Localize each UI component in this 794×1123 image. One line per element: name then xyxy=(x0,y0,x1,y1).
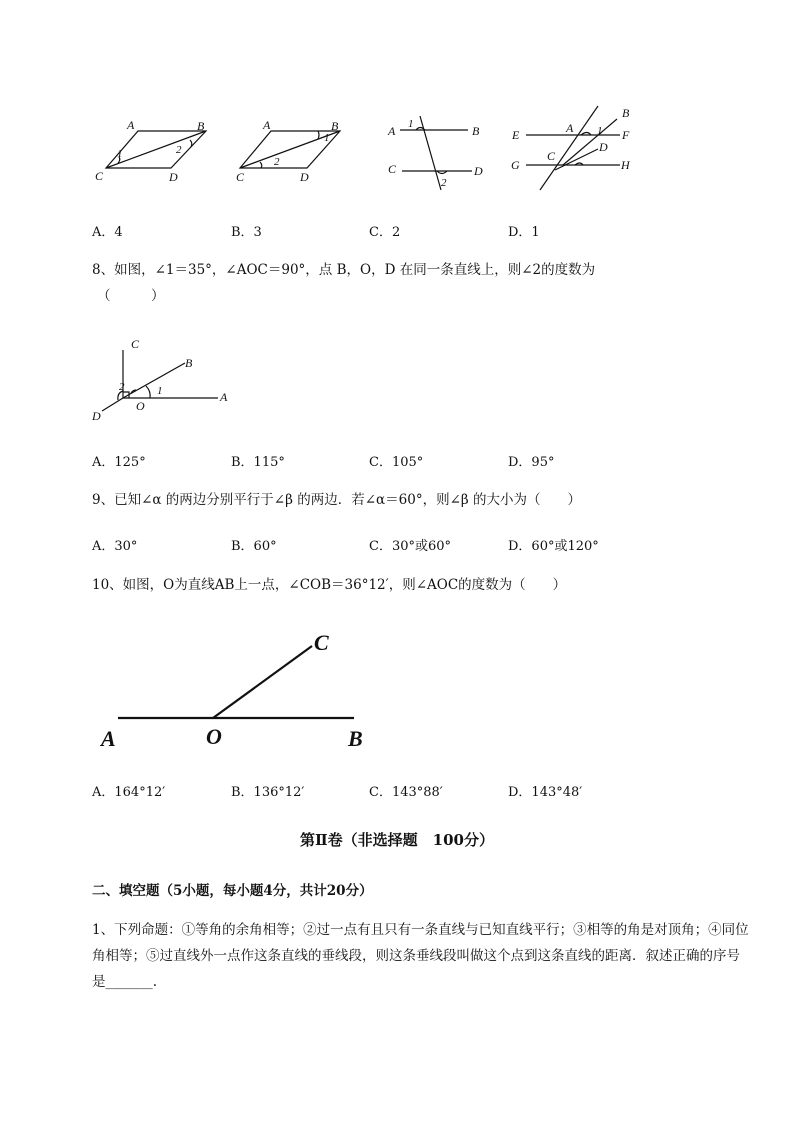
fig7d-label-C: C xyxy=(547,149,556,163)
fig7c-label-2: 2 xyxy=(441,177,447,189)
fig7a-label-2: 2 xyxy=(176,144,182,156)
fig7d-label-B: B xyxy=(622,106,630,120)
fig7b-label-D: D xyxy=(300,170,309,184)
q9-option-d: D．60°或120° xyxy=(508,539,599,554)
q8-fig-label-O: O xyxy=(136,399,145,413)
fig7a-label-C: C xyxy=(95,169,104,183)
q10-question-text: 10、如图，O为直线AB上一点，∠COB＝36°12′，则∠AOC的度数为（ ） xyxy=(92,577,567,593)
q8-option-b: B．115° xyxy=(231,455,285,470)
fill-blank-q1-text: 1、下列命题：①等角的余角相等；②过一点有且只有一条直线与已知直线平行；③相等的角是对顶角；④同位角相等；⑤过直线外一点作这条直线的垂线段，则这条垂线段叫做这个点到这条直线的距离．叙述正确的序号是_______. xyxy=(92,922,749,990)
fig7a-label-B: B xyxy=(197,119,205,133)
fig7d-label-1: 1 xyxy=(597,125,603,137)
q8-fig-label-1: 1 xyxy=(157,385,163,397)
q7-option-b: B．3 xyxy=(231,225,262,240)
part2-title: 第Ⅱ卷（非选择题 100分） xyxy=(300,831,494,849)
q10-option-c: C．143°88′ xyxy=(369,785,443,800)
fig7c-label-A: A xyxy=(388,124,396,138)
fig7b-label-1: 1 xyxy=(324,132,330,144)
q9-option-b: B．60° xyxy=(231,539,277,554)
q8-fig-label-C: C xyxy=(131,337,140,351)
q8-fig-label-2: 2 xyxy=(119,381,125,393)
q10-option-b: B．136°12′ xyxy=(231,785,305,800)
q10-fig-label-A: A xyxy=(101,726,116,751)
fig7a-label-D: D xyxy=(169,170,178,184)
fig7c-label-1: 1 xyxy=(408,118,414,130)
q8-answer-paren: （ ） xyxy=(97,288,165,304)
fig7d-label-E: E xyxy=(512,128,520,142)
q10-fig-label-B: B xyxy=(348,726,363,751)
q8-question-text: 8、如图，∠1＝35°，∠AOC＝90°，点 B，O，D 在同一条直线上，则∠2的度数为 xyxy=(92,262,596,278)
q9-question-text: 9、已知∠α 的两边分别平行于∠β 的两边．若∠α＝60°，则∠β 的大小为（ ） xyxy=(92,492,581,508)
q8-fig-label-A: A xyxy=(220,390,228,404)
fig7d-label-F: F xyxy=(622,128,630,142)
q8-option-a: A．125° xyxy=(92,455,146,470)
q10-option-a: A．164°12′ xyxy=(92,785,166,800)
q10-fig-label-C: C xyxy=(314,630,329,655)
fig7b-label-A: A xyxy=(263,118,271,132)
q8-option-c: C．105° xyxy=(369,455,424,470)
fig7d-label-A: A xyxy=(566,121,574,135)
fill-blank-section-heading: 二、填空题（5小题，每小题4分，共计20分） xyxy=(92,883,373,899)
q9-option-c: C．30°或60° xyxy=(369,539,452,554)
q7-option-a: A．4 xyxy=(92,225,123,240)
fig7d-label-D: D xyxy=(599,140,608,154)
q9-option-a: A．30° xyxy=(92,539,138,554)
fig7c-label-C: C xyxy=(388,162,397,176)
q7-option-d: D．1 xyxy=(508,225,540,240)
fig7d-label-H: H xyxy=(621,158,630,172)
fig7c-label-D: D xyxy=(474,164,483,178)
fig7c-label-B: B xyxy=(472,124,480,138)
fig7a-label-A: A xyxy=(127,118,135,132)
q8-fig-label-B: B xyxy=(185,356,193,370)
q8-fig-label-D: D xyxy=(92,409,101,423)
q8-option-d: D．95° xyxy=(508,455,555,470)
fig7a-label-1: 1 xyxy=(117,148,123,160)
q10-option-d: D．143°48′ xyxy=(508,785,583,800)
q7-option-c: C．2 xyxy=(369,225,401,240)
fig7b-label-B: B xyxy=(331,119,339,133)
fig7b-label-C: C xyxy=(236,170,245,184)
fig7d-label-G: G xyxy=(511,158,520,172)
fig7b-label-2: 2 xyxy=(274,156,280,168)
q10-fig-label-O: O xyxy=(206,724,222,749)
